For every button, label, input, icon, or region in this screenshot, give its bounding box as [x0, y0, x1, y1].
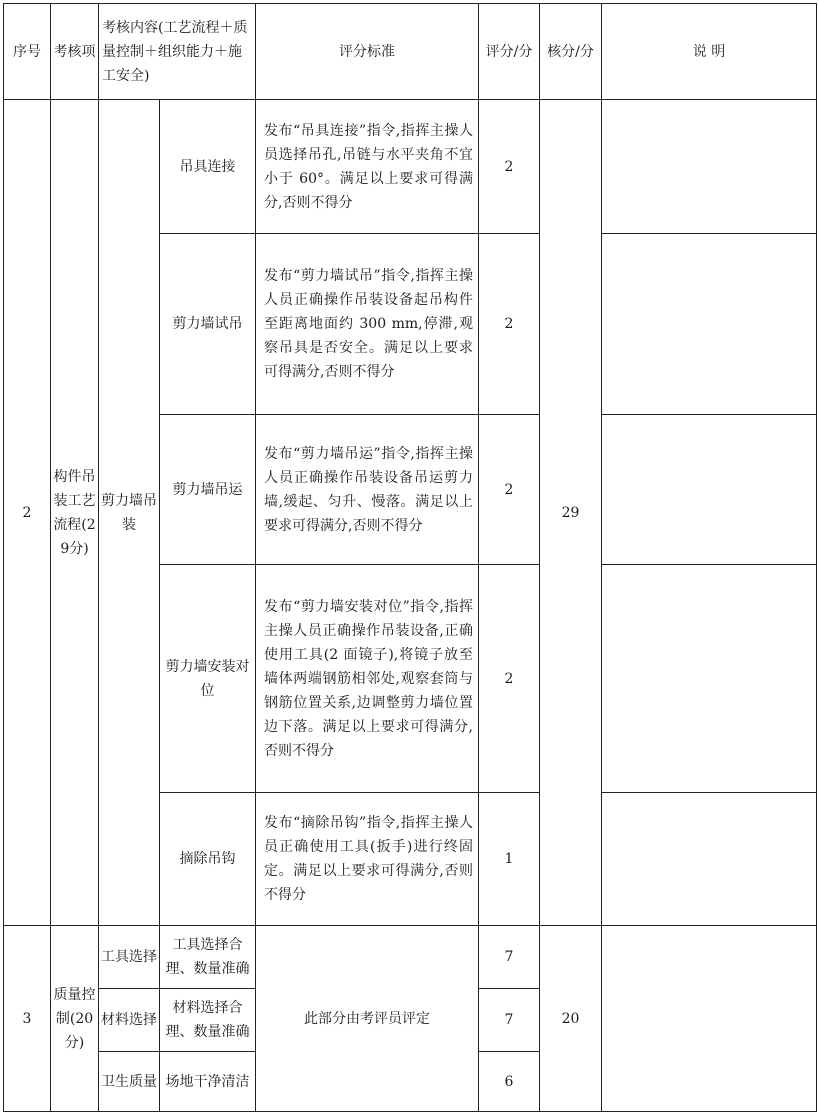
header-seq: 序号 [4, 4, 51, 100]
score-value: 2 [479, 100, 540, 234]
score-value: 7 [479, 926, 540, 989]
sub-item: 材料选择 [99, 989, 160, 1052]
score-value: 2 [479, 565, 540, 793]
section3-seq: 3 [4, 926, 51, 1112]
section2-item: 构件吊装工艺流程(29分) [51, 100, 99, 926]
score-value: 2 [479, 415, 540, 565]
header-note: 说 明 [602, 4, 817, 100]
note-cell [602, 565, 817, 793]
criteria-text: 发布“剪力墙试吊”指令,指挥主操人员正确操作吊装设备起吊构件至距离地面约 300 mm,停滞,观察吊具是否安全。满足以上要求可得满分,否则不得分 [256, 234, 479, 415]
header-score: 评分/分 [479, 4, 540, 100]
table-row [4, 100, 817, 234]
note-cell [602, 234, 817, 415]
criteria-text: 发布“剪力墙吊运”指令,指挥主操人员正确操作吊装设备吊运剪力墙,缓起、匀升、慢落。满足以上要求可得满分,否则不得分 [256, 415, 479, 565]
sub-detail: 场地干净清洁 [160, 1052, 256, 1112]
step-label: 吊具连接 [160, 100, 256, 234]
criteria-text: 发布“剪力墙安装对位”指令,指挥主操人员正确操作吊装设备,正确使用工具(2 面镜子),将镜子放至墙体两端钢筋相邻处,观察套筒与钢筋位置关系,边调整剪力墙位置边下落。满足以上要求可得满分,否则不得分 [256, 565, 479, 793]
header-content: 考核内容(工艺流程＋质量控制＋组织能力＋施工安全) [99, 4, 256, 100]
sub-detail: 工具选择合理、数量准确 [160, 926, 256, 989]
assessment-table [3, 3, 817, 1112]
note-cell [602, 415, 817, 565]
note-cell [602, 926, 817, 1112]
step-label: 摘除吊钩 [160, 793, 256, 926]
sub-item: 卫生质量 [99, 1052, 160, 1112]
criteria-text: 发布“摘除吊钩”指令,指挥主操人员正确使用工具(扳手)进行终固定。满足以上要求可得满分,否则不得分 [256, 793, 479, 926]
criteria-text: 发布“吊具连接”指令,指挥主操人员选择吊孔,吊链与水平夹角不宜小于 60°。满足以上要求可得满分,否则不得分 [256, 100, 479, 234]
section2-group: 剪力墙吊装 [99, 100, 160, 926]
score-value: 6 [479, 1052, 540, 1112]
step-label: 剪力墙试吊 [160, 234, 256, 415]
header-item: 考核项 [51, 4, 99, 100]
section2-total: 29 [540, 100, 602, 926]
table-row [4, 926, 817, 989]
step-label: 剪力墙安装对位 [160, 565, 256, 793]
note-cell [602, 100, 817, 234]
section3-total: 20 [540, 926, 602, 1112]
section3-criteria: 此部分由考评员评定 [256, 926, 479, 1112]
header-row [4, 4, 817, 100]
section2-seq: 2 [4, 100, 51, 926]
score-value: 7 [479, 989, 540, 1052]
section3-item: 质量控制(20分) [51, 926, 99, 1112]
score-value: 1 [479, 793, 540, 926]
sub-item: 工具选择 [99, 926, 160, 989]
header-criteria: 评分标准 [256, 4, 479, 100]
sub-detail: 材料选择合理、数量准确 [160, 989, 256, 1052]
step-label: 剪力墙吊运 [160, 415, 256, 565]
score-value: 2 [479, 234, 540, 415]
note-cell [602, 793, 817, 926]
header-check: 核分/分 [540, 4, 602, 100]
